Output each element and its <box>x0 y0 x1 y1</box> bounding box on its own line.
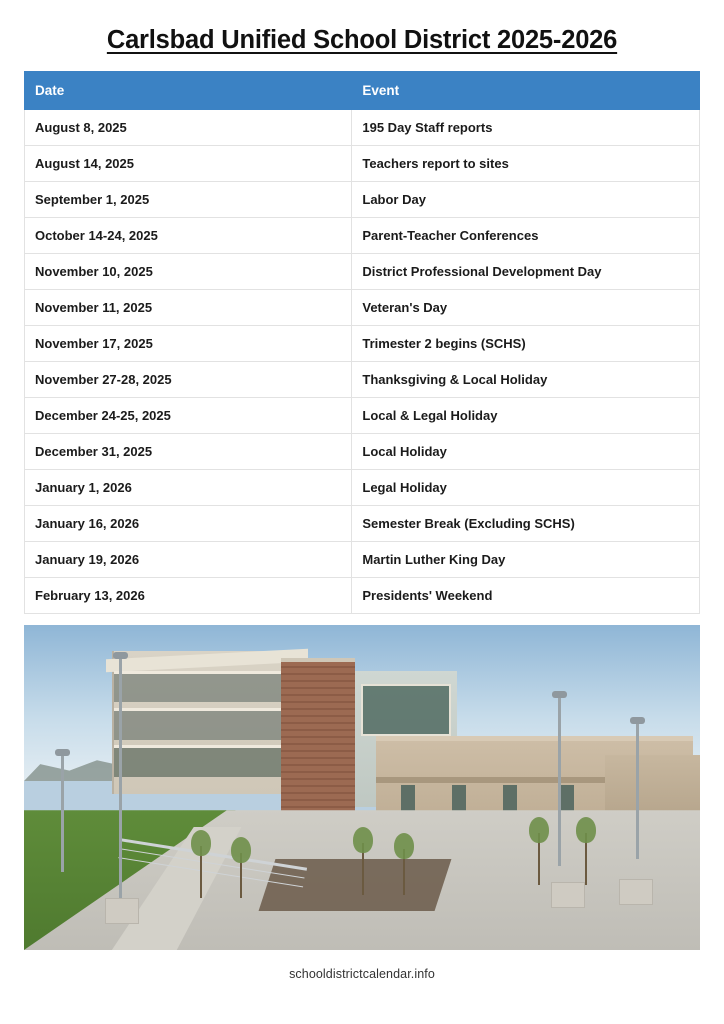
cell-date: February 13, 2026 <box>25 578 352 614</box>
table-row <box>25 326 700 362</box>
column-header-event: Event <box>352 72 700 110</box>
cell-date: November 17, 2025 <box>25 326 352 362</box>
cell-event: 195 Day Staff reports <box>352 110 700 146</box>
light-pole <box>636 723 639 860</box>
cell-date: August 8, 2025 <box>25 110 352 146</box>
cell-event: Thanksgiving & Local Holiday <box>352 362 700 398</box>
concrete-planter <box>619 879 653 905</box>
light-pole <box>61 755 64 872</box>
tree <box>200 846 202 898</box>
table-body <box>25 110 700 614</box>
cell-date: January 16, 2026 <box>25 506 352 542</box>
concrete-planter <box>551 882 585 908</box>
campus-photo <box>24 625 700 950</box>
table-row <box>25 110 700 146</box>
building-floor <box>114 671 301 702</box>
building-floor <box>114 708 301 739</box>
column-header-date: Date <box>25 72 352 110</box>
light-pole <box>119 658 122 912</box>
glass-windows <box>361 684 450 736</box>
page-title: Carlsbad Unified School District 2025-2026 <box>106 26 618 54</box>
cell-event: Veteran's Day <box>352 290 700 326</box>
light-pole <box>558 697 561 866</box>
tree <box>538 833 540 885</box>
table-header-row <box>25 72 700 110</box>
table-row <box>25 398 700 434</box>
table-row <box>25 506 700 542</box>
table-header <box>25 72 700 110</box>
table-row <box>25 146 700 182</box>
cell-event: Parent-Teacher Conferences <box>352 218 700 254</box>
table-row <box>25 182 700 218</box>
source-footer: schooldistrictcalendar.info <box>289 967 435 981</box>
calendar-table <box>24 71 700 614</box>
tree <box>403 849 405 895</box>
cell-date: January 19, 2026 <box>25 542 352 578</box>
concrete-planter <box>105 898 139 924</box>
cell-event: Legal Holiday <box>352 470 700 506</box>
cell-date: December 24-25, 2025 <box>25 398 352 434</box>
table-row <box>25 542 700 578</box>
table-row <box>25 254 700 290</box>
cell-event: Local Holiday <box>352 434 700 470</box>
table-row <box>25 578 700 614</box>
building-roof <box>106 649 308 672</box>
brick-tower <box>281 658 355 821</box>
cell-event: Trimester 2 begins (SCHS) <box>352 326 700 362</box>
cell-event: Presidents' Weekend <box>352 578 700 614</box>
far-building <box>605 755 700 817</box>
table-row <box>25 470 700 506</box>
cell-event: Local & Legal Holiday <box>352 398 700 434</box>
cell-event: Teachers report to sites <box>352 146 700 182</box>
cell-date: January 1, 2026 <box>25 470 352 506</box>
cell-date: September 1, 2025 <box>25 182 352 218</box>
cell-date: November 10, 2025 <box>25 254 352 290</box>
table-row <box>25 434 700 470</box>
building-floor <box>114 745 301 776</box>
tree <box>585 833 587 885</box>
cell-event: Semester Break (Excluding SCHS) <box>352 506 700 542</box>
cell-date: December 31, 2025 <box>25 434 352 470</box>
cell-event: District Professional Development Day <box>352 254 700 290</box>
cell-date: August 14, 2025 <box>25 146 352 182</box>
cell-date: October 14-24, 2025 <box>25 218 352 254</box>
cell-date: November 11, 2025 <box>25 290 352 326</box>
cell-event: Martin Luther King Day <box>352 542 700 578</box>
table-row <box>25 218 700 254</box>
tree <box>240 853 242 899</box>
table-row <box>25 290 700 326</box>
multi-story-building <box>112 651 301 794</box>
tree <box>362 843 364 895</box>
cell-date: November 27-28, 2025 <box>25 362 352 398</box>
cell-event: Labor Day <box>352 182 700 218</box>
table-row <box>25 362 700 398</box>
